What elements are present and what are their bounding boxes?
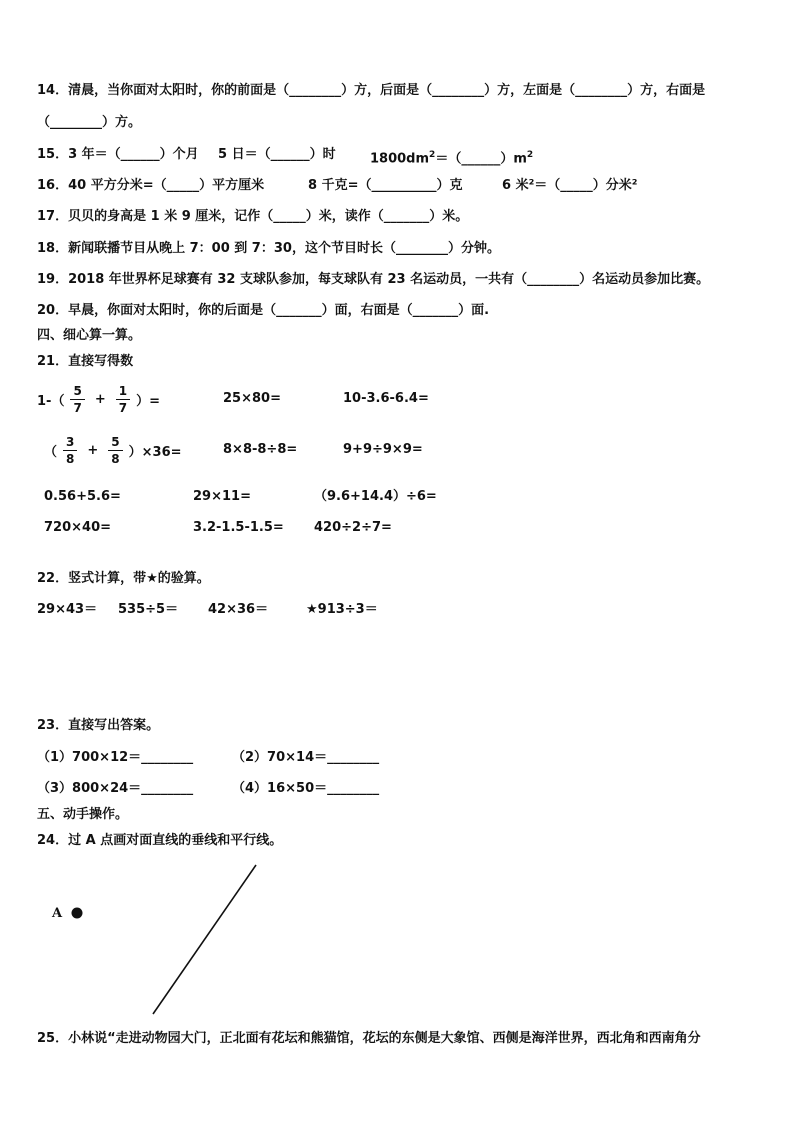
q15-part3-sup2: 2	[526, 150, 534, 160]
q21-r4-c2: 3.2-1.5-1.5=	[193, 520, 284, 535]
q25-line1: 25．小林说“走进动物园大门，正北面有花坛和熊猫馆，花坛的东侧是大象馆、西侧是海洋世界，西北角和西南角分	[37, 1031, 701, 1046]
q16-part1: 16．40 平方分米=（_____）平方厘米	[37, 178, 265, 193]
q22-item-4: ★913÷3＝	[306, 602, 378, 617]
q21-r2-c2: 8×8-8÷8=	[223, 442, 298, 457]
q17: 17．贝贝的身高是 1 米 9 厘米，记作（_____）米，读作（_______）米。	[37, 209, 469, 224]
q22-item-1: 29×43＝	[37, 602, 98, 617]
q21-r1-lead: 1-（	[37, 393, 65, 409]
q21-r4-c1: 720×40=	[44, 520, 112, 535]
point-a-dot	[72, 908, 83, 919]
q21-r3-c2: 29×11=	[193, 489, 251, 504]
q14-line1: 14．清晨，当你面对太阳时，你的前面是（________）方，后面是（________）方，左面是（________）方，右面是	[37, 83, 706, 98]
q18: 18．新闻联播节目从晚上 7：00 到 7：30，这个节目时长（________）分钟。	[37, 241, 500, 256]
q21-r2-c1	[44, 430, 182, 470]
fraction	[108, 434, 122, 467]
q23-item-2: （2）70×14＝________	[232, 750, 380, 765]
fraction-numerator: 3	[63, 434, 77, 451]
q15-part2: 5 日＝（______）时	[218, 147, 336, 162]
q15-part3-b: ＝（______）m	[435, 151, 527, 167]
q21-title: 21．直接写得数	[37, 354, 134, 369]
q22-item-3: 42×36＝	[208, 602, 269, 617]
q21-r3-c1: 0.56+5.6=	[44, 489, 121, 504]
q21-r1-c2: 25×80=	[223, 391, 281, 406]
q22-item-2: 535÷5＝	[118, 602, 179, 617]
q19: 19．2018 年世界杯足球赛有 32 支球队参加，每支球队有 23 名运动员，一共有（________）名运动员参加比赛。	[37, 272, 710, 287]
fraction	[63, 434, 77, 467]
q14-line2: （________）方。	[37, 115, 142, 130]
fraction-denominator: 7	[118, 400, 128, 415]
q21-r1-tail: ）=	[136, 393, 160, 409]
q22-title: 22．竖式计算，带★的验算。	[37, 571, 210, 586]
q15-part3-sup: 2	[429, 150, 436, 160]
point-a-label: A	[52, 906, 63, 921]
given-line	[153, 865, 256, 1014]
fraction-denominator: 8	[111, 451, 120, 466]
section5-heading: 五、动手操作。	[37, 807, 129, 822]
plus-sign: +	[87, 442, 99, 458]
section4-heading: 四、细心算一算。	[37, 328, 142, 343]
q16-part3: 6 米²＝（_____）分米²	[502, 178, 638, 193]
fraction-denominator: 7	[73, 400, 82, 415]
q15-part1: 15．3 年＝（______）个月	[37, 147, 199, 162]
q15-part3-a: 1800dm	[370, 151, 430, 167]
q23-item-4: （4）16×50＝________	[232, 781, 380, 796]
q23-item-3: （3）800×24＝________	[37, 781, 194, 796]
q21-r4-c3: 420÷2÷7=	[314, 520, 392, 535]
fraction-numerator: 1	[116, 383, 130, 400]
q21-r2-tail: ）×36=	[128, 444, 182, 460]
fraction-denominator: 8	[66, 451, 75, 466]
plus-sign: +	[94, 391, 106, 407]
q21-r1-c3: 10-3.6-6.4=	[343, 391, 429, 406]
q16-part2: 8 千克=（__________）克	[308, 178, 463, 193]
fraction-numerator: 5	[70, 383, 84, 400]
q21-r1-c1	[37, 380, 160, 418]
fraction	[116, 383, 130, 416]
q24-title: 24．过 A 点画对面直线的垂线和平行线。	[37, 833, 283, 848]
q15-part3	[370, 146, 533, 168]
fraction	[70, 383, 84, 416]
q21-r2-c3: 9+9÷9×9=	[343, 442, 423, 457]
q21-r3-c3: （9.6+14.4）÷6=	[314, 489, 437, 504]
q20: 20．早晨，你面对太阳时，你的后面是（_______）面，右面是（_______）面.	[37, 303, 490, 318]
fraction-numerator: 5	[108, 434, 122, 451]
q21-r2-lead: （	[44, 444, 58, 460]
q23-item-1: （1）700×12＝________	[37, 750, 194, 765]
q23-title: 23．直接写出答案。	[37, 718, 160, 733]
